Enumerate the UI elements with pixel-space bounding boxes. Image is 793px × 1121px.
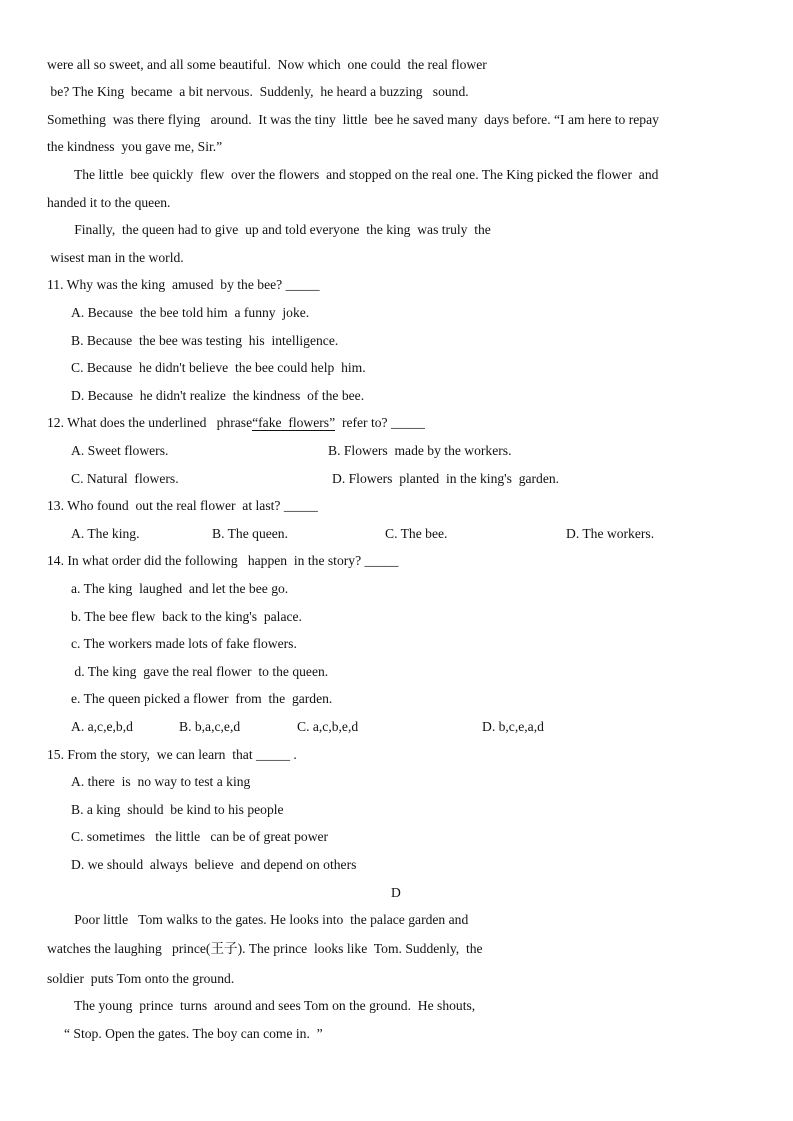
passage-line: soldier puts Tom onto the ground. [47, 971, 235, 986]
option-row [0, 442, 793, 460]
option-row [0, 525, 793, 543]
passage-line: handed it to the queen. [47, 195, 171, 210]
answer-option-c: C. Because he didn't believe the bee could help him. [71, 360, 366, 375]
answer-option-d: D. we should always believe and depend on others [71, 857, 357, 872]
passage-line: “ Stop. Open the gates. The boy can come in. ” [47, 1026, 323, 1041]
stem-text: 12. What does the underlined phrase [47, 415, 253, 430]
answer-option-b: B. The queen. [212, 526, 289, 541]
answer-option-a: A. The king. [71, 526, 140, 541]
option-row [0, 718, 793, 736]
question-stem [47, 414, 425, 432]
answer-option-d: D. The workers. [566, 526, 655, 541]
passage-line: the kindness you gave me, Sir.” [47, 139, 223, 154]
passage-line: wisest man in the world. [47, 250, 184, 265]
answer-option-b: B. a king should be kind to his people [71, 802, 284, 817]
passage-line: be? The King became a bit nervous. Suddenly, he heard a buzzing sound. [47, 84, 469, 99]
answer-option-d: D. Flowers planted in the king's garden. [332, 471, 560, 486]
event-item: e. The queen picked a flower from the garden. [71, 691, 333, 706]
passage-line: The young prince turns around and sees Tom on the ground. He shouts, [47, 998, 476, 1013]
answer-option-d: D. b,c,e,a,d [482, 719, 544, 734]
answer-option-a: A. Sweet flowers. [71, 443, 169, 458]
event-item: c. The workers made lots of fake flowers. [71, 636, 297, 651]
event-item: a. The king laughed and let the bee go. [71, 581, 289, 596]
answer-option-a: A. Because the bee told him a funny joke. [71, 305, 310, 320]
question-stem: 14. In what order did the following happen in the story? _____ [47, 553, 399, 568]
option-row [0, 470, 793, 488]
answer-option-b: B. Because the bee was testing his intelligence. [71, 333, 339, 348]
passage-line: The little bee quickly flew over the flowers and stopped on the real one. The King picked the flower and [47, 167, 659, 182]
answer-option-c: C. sometimes the little can be of great power [71, 829, 329, 844]
passage-line: were all so sweet, and all some beautiful. Now which one could the real flower [47, 57, 487, 72]
answer-option-b: B. Flowers made by the workers. [328, 443, 512, 458]
event-item: b. The bee flew back to the king's palace. [71, 609, 302, 624]
passage-line: Finally, the queen had to give up and told everyone the king was truly the [47, 222, 491, 237]
passage-line: Poor little Tom walks to the gates. He looks into the palace garden and [47, 912, 469, 927]
answer-option-a: A. a,c,e,b,d [71, 719, 133, 734]
passage-line: watches the laughing prince(王子). The prince looks like Tom. Suddenly, the [47, 941, 483, 956]
answer-option-a: A. there is no way to test a king [71, 774, 251, 789]
event-item: d. The king gave the real flower to the queen. [71, 664, 329, 679]
question-stem: 15. From the story, we can learn that _____ . [47, 747, 297, 762]
passage-line: Something was there flying around. It was the tiny little bee he saved many days before. “I am here to repay [47, 112, 659, 127]
answer-option-c: C. Natural flowers. [71, 471, 179, 486]
answer-option-d: D. Because he didn't realize the kindness of the bee. [71, 388, 365, 403]
answer-option-c: C. The bee. [385, 526, 448, 541]
underlined-phrase: “fake flowers” [252, 415, 336, 430]
question-stem: 11. Why was the king amused by the bee? _____ [47, 277, 320, 292]
stem-text: refer to? _____ [335, 415, 425, 430]
answer-option-b: B. b,a,c,e,d [179, 719, 241, 734]
answer-option-c: C. a,c,b,e,d [297, 719, 359, 734]
section-heading: D [391, 885, 401, 900]
question-stem: 13. Who found out the real flower at last? _____ [47, 498, 318, 513]
